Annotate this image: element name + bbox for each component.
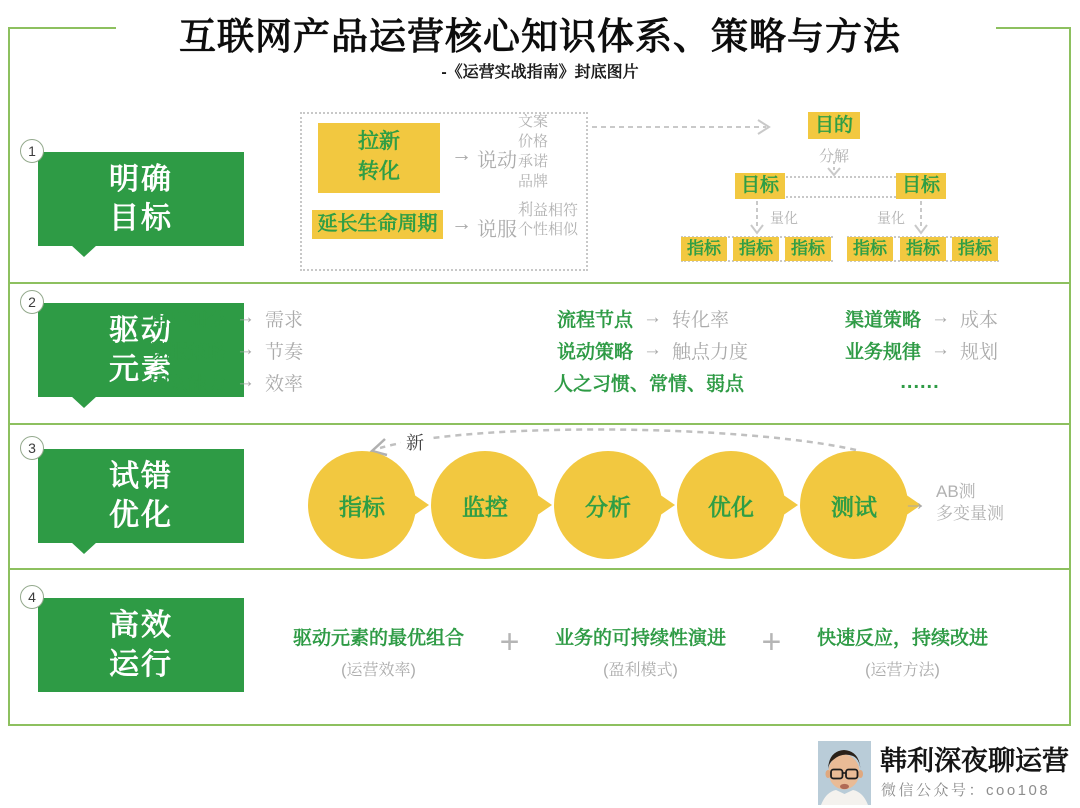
formula-sub: (运营方法) — [865, 662, 940, 679]
indicator-box: 指标 — [847, 237, 893, 261]
header-line2: 运行 — [109, 648, 173, 681]
arrow-right-icon: → — [931, 307, 951, 328]
drivers-column-1 — [150, 306, 303, 402]
shuodong-list — [518, 112, 548, 192]
driver-value: 触点力度 — [672, 341, 749, 363]
list-item: 文案 — [518, 113, 549, 130]
driver-row — [845, 338, 998, 362]
efficiency-formula — [293, 623, 988, 680]
lifecycle-box: 延长生命周期 — [312, 210, 443, 239]
dashed-arrow-down-icon — [825, 161, 843, 177]
driver-label: 说服策略 — [150, 341, 227, 363]
arrow-right-icon: → — [451, 212, 472, 235]
driver-label: 说动策略 — [557, 341, 634, 363]
section-divider-3 — [8, 568, 1071, 570]
drivers-column-2 — [554, 306, 749, 402]
header-line2: 目标 — [109, 202, 173, 235]
circle-label: 指标 — [339, 493, 385, 520]
test-methods — [936, 481, 1004, 525]
goal-box-left: 目标 — [735, 173, 785, 199]
circle-pointer — [659, 494, 675, 516]
arrow-right-icon: → — [236, 339, 256, 360]
indicator-box: 指标 — [785, 237, 831, 261]
formula-item — [293, 623, 464, 680]
pull-label: 拉新 — [358, 130, 400, 153]
circle-label: 测试 — [831, 493, 877, 520]
driver-value: 成本 — [960, 309, 999, 331]
header-line1: 驱动 — [109, 314, 173, 347]
indicator-box: 指标 — [681, 237, 727, 261]
driver-label: 用户细分 — [150, 309, 227, 331]
header-line1: 高效 — [109, 609, 173, 642]
circle-pointer — [782, 494, 798, 516]
header-line2: 优化 — [109, 499, 173, 532]
goal-connector-top — [786, 176, 896, 178]
header-line1: 试错 — [109, 460, 173, 493]
arrow-right-icon: → — [903, 489, 927, 516]
formula-item — [555, 623, 726, 680]
arrow-right-icon: → — [931, 339, 951, 360]
driver-row — [150, 338, 303, 362]
driver-label: 业务规律 — [845, 341, 922, 363]
frame-left-border — [8, 27, 10, 726]
driver-note — [554, 370, 748, 394]
driver-label: 渠道策略 — [845, 309, 922, 331]
indicator-box: 指标 — [733, 237, 779, 261]
arrow-right-icon: → — [643, 339, 663, 360]
driver-label: 团队能力 — [150, 373, 227, 395]
driver-row — [557, 338, 748, 362]
quantify-label-left: 量化 — [770, 210, 798, 226]
header-pointer — [71, 396, 97, 408]
header-line1: 明确 — [109, 163, 173, 196]
goal-connector-bottom — [786, 196, 896, 198]
header-line2: 元素 — [109, 353, 173, 386]
header-pointer — [71, 542, 97, 554]
purpose-box: 目的 — [808, 112, 860, 139]
driver-note — [845, 370, 995, 394]
dashed-arrow-down-icon — [913, 201, 929, 235]
step-number-2: 2 — [20, 290, 44, 314]
circle-label: 监控 — [462, 493, 508, 520]
avatar — [818, 741, 871, 805]
arrow-right-icon: → — [451, 143, 472, 166]
loop-step-circle — [677, 451, 785, 559]
section-header-gaoxiao-yunxing — [38, 598, 244, 692]
list-item: 个性相似 — [518, 221, 579, 238]
formula-title: 驱动元素的最优组合 — [293, 628, 465, 649]
formula-item — [817, 623, 988, 680]
pull-convert-box — [318, 123, 440, 193]
section-divider-1 — [8, 282, 1071, 284]
list-item: 利益相符 — [518, 202, 579, 219]
test-method: AB测 — [936, 482, 976, 501]
drivers-column-3 — [845, 306, 998, 402]
decompose-label: 分解 — [819, 148, 850, 165]
dashed-arrow-right-icon — [590, 116, 780, 138]
header-pointer — [71, 245, 97, 257]
step-number-4: 4 — [20, 585, 44, 609]
list-item: 承诺 — [518, 153, 549, 170]
loop-step-circle — [308, 451, 416, 559]
list-item: 价格 — [518, 133, 549, 150]
quantify-label-right: 量化 — [877, 210, 905, 226]
circle-label: 分析 — [585, 493, 631, 520]
shuofu-list — [518, 201, 578, 239]
plus-icon: + — [761, 623, 782, 661]
driver-label: 流程节点 — [557, 309, 634, 331]
step-number-1: 1 — [20, 139, 44, 163]
plus-icon: + — [499, 623, 520, 661]
circle-pointer — [536, 494, 552, 516]
driver-value: 效率 — [265, 373, 304, 395]
driver-row — [150, 370, 303, 394]
human-nature-note: 人之习惯、常情、弱点 — [554, 373, 745, 395]
arrow-right-icon: → — [236, 307, 256, 328]
driver-row — [557, 306, 748, 330]
indicator-box: 指标 — [900, 237, 946, 261]
formula-sub: (运营效率) — [341, 662, 416, 679]
arrow-right-icon: → — [236, 371, 256, 392]
formula-title: 快速反应，持续改进 — [816, 628, 988, 649]
frame-right-border — [1069, 27, 1071, 726]
driver-row — [845, 306, 998, 330]
driver-row — [150, 306, 303, 330]
goal-box-right: 目标 — [896, 173, 946, 199]
loop-step-circle — [431, 451, 539, 559]
brand-name: 韩利深夜聊运营 — [880, 746, 1069, 776]
formula-sub: (盈利模式) — [603, 662, 678, 679]
driver-value: 转化率 — [672, 309, 730, 331]
page-title: 互联网产品运营核心知识体系、策略与方法 — [179, 16, 901, 57]
circle-pointer — [413, 494, 429, 516]
driver-value: 规划 — [960, 341, 999, 363]
dashed-arrow-down-icon — [749, 201, 765, 235]
list-item: 品牌 — [518, 173, 549, 190]
section-header-shicuo-youhua — [38, 449, 244, 543]
convert-label: 转化 — [358, 160, 400, 183]
circle-label: 优化 — [708, 493, 754, 520]
new-label: 新 — [401, 429, 429, 455]
indicator-box: 指标 — [952, 237, 998, 261]
shuofu-label: 说服 — [477, 219, 517, 241]
ellipsis-dots: … — [520, 190, 536, 206]
shuodong-label: 说动 — [477, 150, 517, 172]
formula-title: 业务的可持续性演进 — [554, 628, 726, 649]
loop-step-circle — [800, 451, 908, 559]
arrow-right-icon: → — [643, 307, 663, 328]
driver-value: 需求 — [265, 309, 304, 331]
driver-value: 节奏 — [265, 341, 304, 363]
test-method: 多变量测 — [936, 504, 1004, 523]
more-dots-note: ...... — [900, 370, 940, 393]
page-subtitle: -《运营实战指南》封底图片 — [441, 64, 639, 81]
frame-bottom-border — [8, 724, 1071, 726]
step-number-3: 3 — [20, 436, 44, 460]
loop-step-circle — [554, 451, 662, 559]
wechat-account: 微信公众号：coo108 — [881, 782, 1051, 799]
section-header-mingque-mubiao — [38, 152, 244, 246]
